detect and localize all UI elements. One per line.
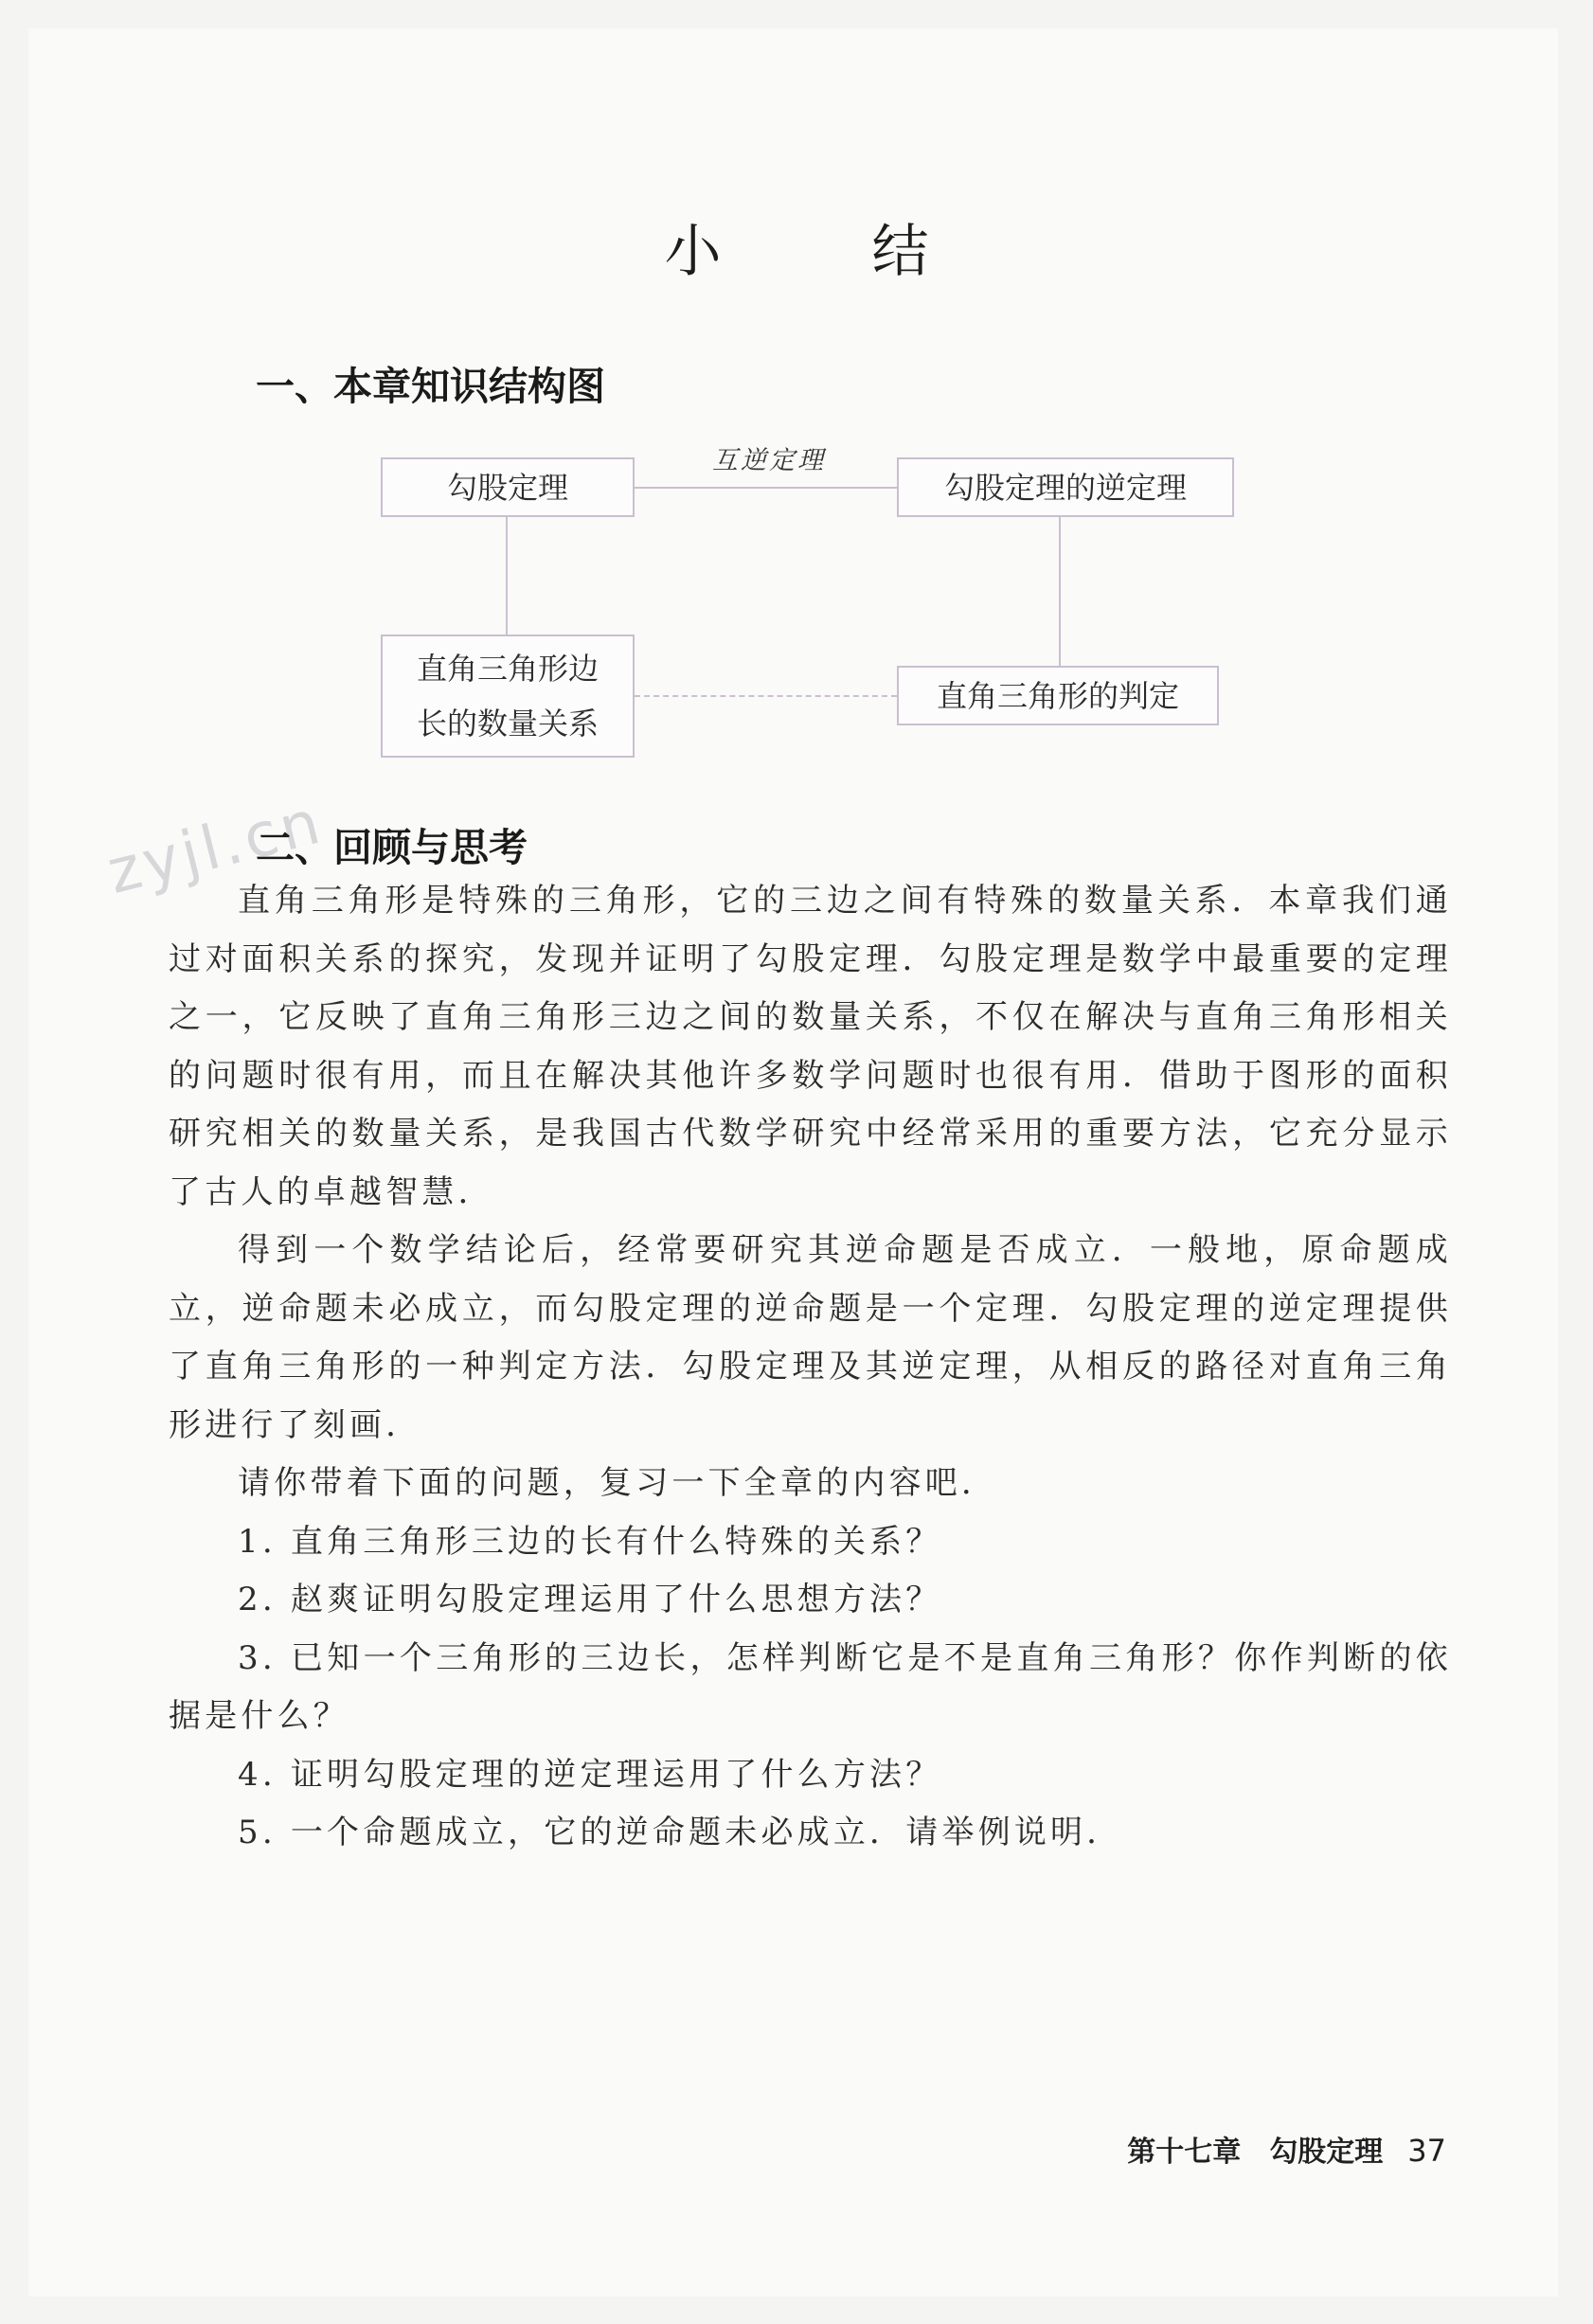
page-title: 小 结 [664,219,995,285]
box-converse-theorem: 勾股定理的逆定理 [897,457,1234,517]
watermark-logo: zyjl.cn [100,787,331,908]
review-paragraph-1: 直角三角形是特殊的三角形，它的三边之间有特殊的数量关系．本章我们通过对面积关系的探究，发现并证明了勾股定理．勾股定理是数学中最重要的定理之一，它反映了直角三角形三边之间的数量关系，不仅在解决与直角三角形相关的问题时很有用，而且在解决其他许多数学问题时也很有用．借助于图形的面积研究相关的数量关系，是我国古代数学研究中经常采用的重要方法，它充分显示了古人的卓越智慧． [169,882,1452,1211]
review-paragraph-3: 请你带着下面的问题，复习一下全章的内容吧． [238,1464,998,1502]
connector-left-vertical [506,517,508,635]
review-text-block [169,872,1452,1863]
box-side-relation-line2: 长的数量关系 [416,706,599,742]
label-inverse-theorems: 互逆定理 [712,446,826,475]
connector-right-vertical [1059,517,1061,666]
section-heading-structure: 一、本章知识结构图 [256,364,605,409]
footer-chapter: 第十七章 勾股定理 [1127,2136,1384,2169]
question-4: 4. 证明勾股定理的逆定理运用了什么方法？ [238,1755,942,1794]
connector-inverse [635,487,897,489]
box-side-relation [381,635,635,758]
footer-page-number: 37 [1407,2133,1446,2169]
question-3: 3. 已知一个三角形的三边长，怎样判断它是不是直角三角形？你作判断的依据是什么？ [169,1638,1452,1735]
question-2: 2. 赵爽证明勾股定理运用了什么思想方法？ [238,1581,942,1618]
section-heading-review: 二、回顾与思考 [256,825,528,870]
connector-dashed [635,695,897,697]
box-side-relation-line1: 直角三角形边 [416,651,599,687]
page-footer [1127,2128,1446,2170]
question-1: 1. 直角三角形三边的长有什么特殊的关系？ [238,1522,942,1561]
box-right-triangle-judgement: 直角三角形的判定 [897,666,1219,725]
question-5: 5. 一个命题成立，它的逆命题未必成立．请举例说明． [238,1814,1123,1851]
review-paragraph-2: 得到一个数学结论后，经常要研究其逆命题是否成立．一般地，原命题成立，逆命题未必成立，而勾股定理的逆命题是一个定理．勾股定理的逆定理提供了直角三角形的一种判定方法．勾股定理及其逆定理，从相反的路径对直角三角形进行了刻画． [169,1231,1452,1444]
box-pythagorean-theorem: 勾股定理 [381,457,635,517]
